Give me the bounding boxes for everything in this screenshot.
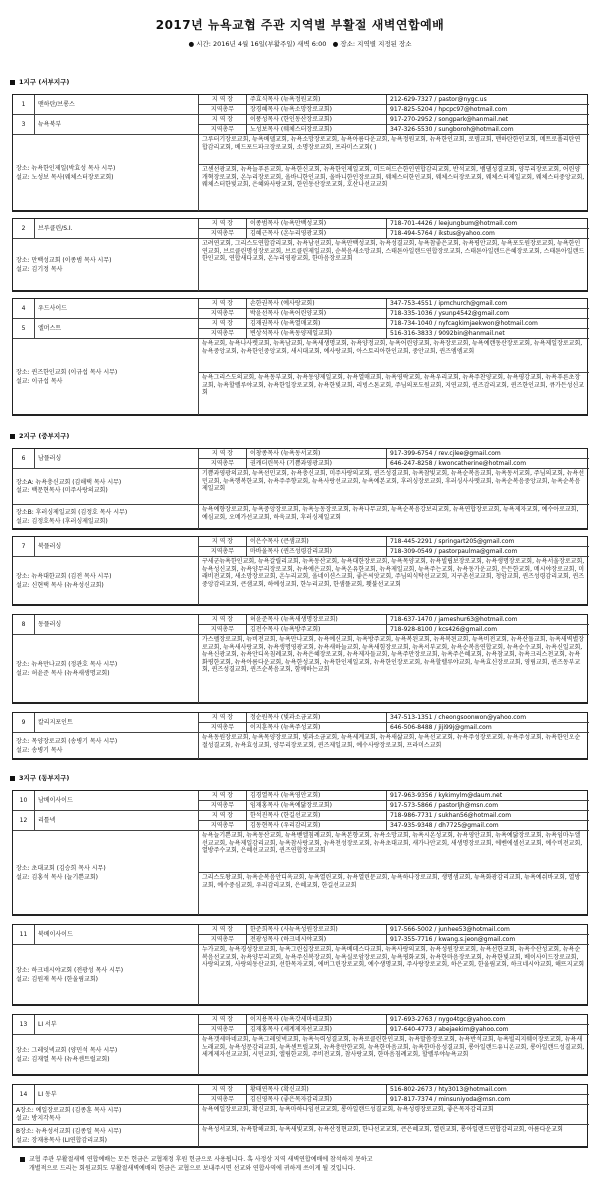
venue-text: 장소B: 후러싱제일교회 (김정호 목사 시무) [16, 509, 128, 516]
bullet-icon: ● [188, 40, 195, 48]
church-list: 그리스도왕교회, 뉴욕순복음안디옥교회, 뉴욕열린교회, 뉴욕열린문교회, 뉴욕하나장로교회, 생명샘교회, 뉴욕화광감리교회, 뉴욕예쉬바교회, 열방교회, 예수중심교회, 우리감리교회, 은혜교회, 한길선교교회 [202, 874, 581, 889]
church-list: 고려연교회, 그리스도연합감리교회, 뉴욕남선교회, 뉴욕만백성교회, 뉴욕성결교회, 뉴욕참좋은교회, 뉴욕평안교회, 뉴욕포도원장로교회, 뉴욕한인연교회, 브르클린명성장로교회, 브르클린제일교회, 순복음새소망교회, 스태튼아일랜드연합장로교회, 스태튼아일랜드은혜장로교회, 스태튼아일랜드한인교회, 연합새다교회, 온누리영광교회, 한마음장로교회 [202, 240, 585, 262]
role-label: 지 역 장 [199, 537, 247, 547]
role-label: 지역총무 [199, 309, 247, 319]
region-number: 11 [13, 925, 35, 945]
region-name: 동플러싱 [35, 615, 199, 635]
contact-info: 646-247-8258 / kwoncatherine@hotmail.com [387, 459, 589, 469]
leader-name: 김동현목사 (우리감리교회) [247, 821, 387, 831]
role-label: 지역총무 [199, 625, 247, 635]
region-block-7 [12, 536, 588, 606]
contact-info: 917-817-7374 / minsuniyoda@msn.com [387, 1095, 589, 1105]
leader-name: 박윤선목사 (뉴욕어린양교회) [247, 309, 387, 319]
contact-info: 917-963-9356 / kykimylm@daum.net [387, 791, 589, 801]
region-name: 브루클린/S.I. [35, 219, 199, 239]
role-label: 지역총무 [199, 1095, 247, 1105]
contact-info: 347-513-1351 / cheongsoonwon@yahoo.com [387, 713, 589, 723]
district-heading: 3지구 (동부지구) [10, 774, 69, 782]
contact-info: 718-734-1040 / nyfcagkimjaekwon@hotmail.com [387, 319, 589, 329]
bullet-icon: ● [332, 40, 339, 48]
role-label: 지역총무 [199, 229, 247, 239]
role-label: 지역총무 [199, 459, 247, 469]
church-list: 뉴욕교회, 뉴욕나사렛교회, 뉴욕남교회, 뉴욕새생명교회, 뉴욕양정교회, 뉴욕어린양교회, 뉴욕장로교회, 뉴욕예랜동산장로교회, 뉴욕제일장로교회, 뉴욕중앙교회, 뉴욕한인중앙교회, 새시대교회, 예사랑교회, 아스토리아한인교회, 중안교회, 퀸즈엠엠교회 [199, 339, 589, 373]
preacher-text: 설교: 김기정 목사 [16, 265, 63, 273]
footer-note [20, 1156, 580, 1173]
contact-info: 347-326-5530 / sungboroh@hotmail.com [387, 125, 589, 135]
venue-text: 장소: 그레잇넥교회 (양민석 목사 시무) [16, 1047, 118, 1054]
venue-text: 장소: 목양장로교회 (송병기 목사 시무) [16, 738, 118, 745]
region-block-1-3 [12, 94, 588, 212]
district-heading: 2지구 (중부지구) [10, 432, 69, 440]
region-name: LI 서부 [35, 1015, 199, 1035]
region-name: 리틀넥 [35, 811, 199, 831]
church-list: 뉴욕예일장로교회, 확신교회, 뉴욕마하나임선교교회, 롱아일랜드성결교회, 뉴욕성령장로교회, 좋은목자감리교회 [199, 1105, 589, 1125]
service-info [0, 40, 600, 48]
venue-text: B장소: 뉴욕성서교회 (김종일 목사 시무) [16, 1128, 122, 1135]
leader-name: 한석진목사 (한길선교교회) [247, 811, 387, 821]
region-name: 남플러싱 [35, 449, 199, 469]
preacher-text: 설교: 노성보 목사(웨체스터장로교회) [16, 173, 114, 181]
leader-name: 주효식목사 (뉴욕정원교회) [247, 95, 387, 105]
role-label: 지 역 장 [199, 115, 247, 125]
leader-name: 황태연목사 (확신교회) [247, 1085, 387, 1095]
leader-name: 김재홍목사 (세계제자선교교회) [247, 1025, 387, 1035]
venue-text: 장소A: 뉴욕충신교회 (김해택 목사 시무) [16, 478, 122, 486]
contact-info: 718-494-5764 / ikstus@yahoo.com [387, 229, 589, 239]
venue-text: 장소: 하크네시야교회 (전광성 목사 시무) [16, 967, 124, 974]
church-list: 뉴욕늘기쁜교회, 뉴욕동산교회, 뉴욕벧엘침례교회, 뉴욕본향교회, 뉴욕소망교회, 뉴욕시온성교회, 뉴욕영안교회, 뉴욕예닮장로교회, 뉴욕임마누엘선교교회, 뉴욕제일감리교회, 뉴욕참사랑교회, 뉴욕천성장로교회, 뉴욕초대교회, 새가나안교회, 새생명장로교회, 에벤에셀선교교회, 예수비전교회, 열방주수교회, 은혜선교교회, 퀸즈연합장로교회 [199, 831, 589, 873]
square-bullet-icon [20, 1157, 25, 1162]
contact-info: 718-309-0549 / pastorpaulma@gmail.com [387, 547, 589, 557]
region-name: 남베이사이드 [35, 791, 199, 811]
region-block-10-12 [12, 790, 588, 916]
role-label: 지 역 장 [199, 299, 247, 309]
venue-text: 장소: 만백성교회 (이종범 목사 시무) [16, 257, 112, 264]
venue-text: 장소: 뉴욕한인제일(박효성 목사 시무) [16, 165, 116, 172]
leader-name: 전광성목사 (하크네시야교회) [247, 935, 387, 945]
role-label: 지 역 장 [199, 791, 247, 801]
region-name: 북베이사이드 [35, 925, 199, 945]
region-name: 엘머스트 [35, 319, 199, 339]
leader-name: 이풍성목사 (한인동산장로교회) [247, 115, 387, 125]
venue-cell [13, 831, 199, 915]
preacher-text: 설교: 김정호목사 (후러싱제일교회) [16, 517, 108, 525]
contact-info: 516-802-2673 / hty3013@hotmail.com [387, 1085, 589, 1095]
region-number: 13 [13, 1015, 35, 1035]
preacher-text: 설교: 송병기 목사 [16, 746, 63, 754]
preacher-text: 설교: 백문현목사 (미주사랑의교회) [16, 487, 108, 494]
church-list: 뉴욕그리스도의교회, 뉴욕동부교회, 뉴욕동양제일교회, 뉴욕열매교회, 뉴욕영락교회, 뉴욕우리교회, 뉴욕주찬양교회, 뉴욕평강교회, 뉴욕푸른초장교회, 뉴욕할렐루야교회, 뉴욕한일장로교회, 뉴욕한빛교회, 리빙스톤교회, 주님의포도원교회, 지연교회, 퀸즈감리교회, 퀸즈한인교회, 큐가든성신교회 [202, 374, 585, 396]
church-list: 누가교회, 뉴욕경성장로교회, 뉴욕그린십장로교회, 뉴욕베데스다교회, 뉴욕사랑의교회, 뉴욕성원장로교회, 뉴욕선한교회, 뉴욕수산성교회, 뉴욕순복음선교교회, 뉴욕양무리교회, 뉴욕주신복장교회, 뉴욕실로암장로교회, 뉴욕평화교회, 뉴욕한마음장로교회, 뉴욕한빛교회, 베이사이드장로교회, 사랑의교회, 사랑의동산교회, 선한목자교회, 에버그린장로교회, 예수생명교회, 주사랑장로교회, 하은교회, 한울림교회, 하크네시야교회, 해뜨지교회 [202, 946, 585, 968]
preacher-text: 설교: 김홍석 목사 (늘기쁜교회) [16, 873, 98, 881]
leader-name: 한준희목사 (사뉴욕성원장로교회) [247, 925, 387, 935]
region-name: 맨하탄/브롱스 [35, 95, 199, 115]
leader-name: 임재홍목사 (뉴욕예닮장로교회) [247, 801, 387, 811]
region-name: 뉴욕북부 [35, 115, 199, 135]
contact-info: 718-986-7731 / sukhan56@hotmail.com [387, 811, 589, 821]
preacher-text: 설교: 김재열 목사 (뉴욕센트럴교회) [16, 1055, 110, 1063]
contact-info: 718-637-1470 / jameshur63@hotmail.com [387, 615, 589, 625]
role-label: 지 역 장 [199, 319, 247, 329]
district-heading: 1지구 (서부지구) [10, 78, 69, 86]
region-block-8 [12, 614, 588, 704]
church-list: 고센선광교회, 뉴욕늘푸른교회, 뉴욕한신교회, 뉴욕한인제일교회, 미드허드슨한인연합감리교회, 반석교회, 뱀댈성결교회, 양무리장로교회, 어린양개혁장로교회, 온누리장로교회, 올바니한인교회, 올바니한인장로교회, 웨체스터한인교회, 웨체스터장로교회, 웨체스터제일교회, 웨체스터중앙교회, 웨체스터한빛교회, 은혜와사랑교회, 한인동산장로교회, 호산나선교교회 [202, 166, 585, 188]
region-number: 8 [13, 615, 35, 635]
leader-name: 장경혜목사 (뉴욕소망장로교회) [247, 105, 387, 115]
church-list: 구세군뉴욕한인교회, 뉴욕갈릴리교회, 뉴욕동산교회, 뉴욕대한장로교회, 뉴욕목양교회, 뉴욕빌립보장로교회, 뉴욕생명장로교회, 뉴욕서울장로교회, 뉴욕성신교회, 뉴욕양무리장로교회, 뉴욕예은교회, 뉴욕온유한교회, 뉴욕제일교회, 뉴욕주는교회, 뉴욕동가운교회, 든든한교회, 메시야장로교회, 미래비전교회, 새소망장로교회, 온누리교회, 올네이션스교회, 좋은씨앗교회, 주님의식탁선교교회, 지구촌선교교회, 청암교회, 퀸즈성령감리교회, 퀸즈중앙감리교회, 큰샘교회, 하예성교회, 한누리교회, 한샘플교회, 횃불선교교회 [202, 558, 585, 588]
church-list: 기쁨과영광의교회, 뉴욕선민교회, 뉴욕충신교회, 미주사랑의교회, 퀸즈성결교회, 뉴욕참빛교회, 뉴욕순복음교회, 뉴욕동서교회, 주님의교회, 뉴욕선민교회, 뉴욕행복한교회, 뉴욕주주향교회, 뉴욕사랑선교교회, 뉴욕예본교회, 후러싱장로교회, 후러싱사사맷교회, 뉴욕순복음중앙교회, 뉴욕순복음제일교회 [199, 469, 589, 505]
role-label: 지역총무 [199, 723, 247, 733]
contact-info: 718-701-4426 / leejungbum@hotmail.com [387, 219, 589, 229]
role-label: 지역총무 [199, 801, 247, 811]
region-number: 10 [13, 791, 35, 811]
contact-info: 917-693-2763 / nygo4tgc@yahoo.com [387, 1015, 589, 1025]
leader-name: 손한권목사 (예사랑교회) [247, 299, 387, 309]
contact-info: 516-316-3833 / 9092bin@hanmail.net [387, 329, 589, 339]
role-label: 지 역 장 [199, 95, 247, 105]
region-block-4-5 [12, 298, 588, 416]
role-label: 지역총무 [199, 547, 247, 557]
role-label: 지 역 장 [199, 449, 247, 459]
role-label: 지 역 장 [199, 219, 247, 229]
venue-cell [13, 733, 199, 759]
region-block-9 [12, 712, 588, 760]
contact-info: 917-399-6754 / rev.cjlee@gmail.com [387, 449, 589, 459]
contact-info: 646-506-8488 / jiji99j@gmail.com [387, 723, 589, 733]
region-number: 2 [13, 219, 35, 239]
contact-info: 347-753-4551 / ipmchurch@gmail.com [387, 299, 589, 309]
venue-cell [13, 505, 199, 529]
role-label: 지 역 장 [199, 615, 247, 625]
venue-cell [13, 239, 199, 291]
region-number: 3 [13, 115, 35, 135]
region-number: 12 [13, 811, 35, 831]
contact-info: 917-566-5002 / junhee53@hotmail.com [387, 925, 589, 935]
leader-name: 이종범목사 (뉴욕만백성교회) [247, 219, 387, 229]
leader-name: 김전수목사 (뉴욕방주교회) [247, 625, 387, 635]
page-title: 2017년 뉴욕교협 주관 지역별 부활절 새벽연합예배 [155, 18, 445, 32]
venue-cell [13, 135, 199, 211]
church-list: 뉴욕예향장로교회, 뉴욕중앙장로교회, 뉴욕능동장로교회, 뉴욕나무교회, 뉴욕순복음강보리교회, 뉴욕연합장로교회, 뉴욕제자교회, 예수아로교회, 예심교회, 오메가선교교회, 하욱교회, 후러싱제일교회 [202, 506, 579, 521]
church-list: 가스펠장로교회, 뉴비전교회, 뉴욕만나교회, 뉴욕예신교회, 뉴욕방주교회, 뉴욕복된교회, 뉴욕복된교회, 뉴욕비전교회, 뉴욕산돌교회, 뉴욕새벽별장로교회, 뉴욕새사랑교회, 뉴욕생명영광교회, 뉴욕새하늘교회, 뉴욕새힘장로교회, 뉴욕서부교회, 뉴욕순복음연합교회, 뉴욕순수교회, 뉴욕신일교회, 뉴욕신광교회, 뉴욕안디옥침례교회, 뉴욕은혜장로교회, 뉴욕제자들교회, 뉴욕주만장로교회, 뉴욕주은혜교회, 뉴욕참교회, 뉴욕크리스천교회, 뉴욕화평한교회, 뉴욕아름다운교회, 뉴욕한성교회, 뉴욕한인제일교회, 뉴욕한인장로교회, 뉴욕할렐루야교회, 뉴욕효신장로교회, 영림교회, 퀸즈동부교회, 퀸즈성결교회, 퀸즈순복음교회, 함께하는교회 [202, 636, 585, 673]
leader-name: 김재권목사 (뉴욕열매교회) [247, 319, 387, 329]
role-label: 지 역 장 [199, 1015, 247, 1025]
leader-name: 이지훈목사 (뉴욕주성교회) [247, 723, 387, 733]
church-list: 뉴욕동원장로교회, 뉴욕목양장로교회, 빛과소금교회, 뉴욕세계교회, 뉴욕새삶교회, 뉴욕선교교회, 뉴욕주성장로교회, 뉴욕주성교회, 뉴욕한인오순절성결교회, 뉴욕효성교회, 양무리장로교회, 퀸즈제일교회, 예수사랑장로교회, 프라미스교회 [202, 734, 581, 749]
role-label: 지 역 장 [199, 1085, 247, 1095]
region-number: 9 [13, 713, 35, 733]
venue-text: 장소: 퀸즈한인교회 (이규섭 목사 시무) [16, 369, 118, 376]
role-label: 지 역 장 [199, 811, 247, 821]
role-label: 지역총무 [199, 935, 247, 945]
venue-cell [13, 1125, 199, 1147]
venue-text: A장소: 예일장로교회 (김종훈 목사 시무) [16, 1106, 122, 1114]
region-name: 칼리지포인트 [35, 713, 199, 733]
leader-name: 변상석목사 (뉴욕동양제일교회) [247, 329, 387, 339]
venue-cell [13, 1105, 199, 1125]
service-place: 장소: 지역별 지정된 장소 [340, 40, 412, 48]
region-number: 7 [13, 537, 35, 557]
square-bullet-icon [10, 434, 15, 439]
leader-name: 허윤준목사 (뉴욕새생명장로교회) [247, 615, 387, 625]
role-label: 지역총무 [199, 125, 247, 135]
church-list: 그루터기장로교회, 뉴욕베델교회, 뉴욕소망장로교회, 뉴욕아름다운교회, 뉴욕정원교회, 뉴욕한인교회, 로뎀교회, 맨하탄한인교회, 메트로폴리탄연합감리교회, 베드포드파크장로교회, 소명장로교회, 프라미스교회( ) [199, 135, 589, 165]
region-name: 우드사이드 [35, 299, 199, 319]
note-line: 개별적으로 드리는 회원교회도 부활절새벽예배의 헌금은 교협으로 보내주시면 선교와 연합사역에 귀하게 쓰이게 될 것입니다. [29, 1164, 356, 1172]
region-number: 5 [13, 319, 35, 339]
venue-cell [13, 1035, 199, 1075]
role-label: 지역총무 [199, 821, 247, 831]
venue-text: 장소: 뉴욕만나교회 (정관호 목사 시무) [16, 661, 118, 668]
preacher-text: 설교: 방지각목사 [16, 1115, 61, 1122]
venue-cell [13, 339, 199, 415]
region-block-2 [12, 218, 588, 292]
leader-name: 김신영목사 (좋은목자감리교회) [247, 1095, 387, 1105]
leader-name: 김경열목사 (뉴욕영안교회) [247, 791, 387, 801]
preacher-text: 설교: 이규섭 목사 [16, 377, 63, 385]
region-block-6 [12, 448, 588, 530]
venue-cell [13, 635, 199, 703]
preacher-text: 설교: 허윤준 목사 (뉴욕새생명교회) [16, 669, 110, 677]
preacher-text: 설교: 김원재 목사 (한울림교회) [16, 975, 98, 983]
leader-name: 이은수목사 (큰샘교회) [247, 537, 387, 547]
preacher-text: 설교: 신현택 목사 (뉴욕성신교회) [16, 581, 104, 589]
leader-name: 권캐더린목사 (기쁨과영광교회) [247, 459, 387, 469]
contact-info: 917-573-5866 / pastorljh@msn.com [387, 801, 589, 811]
region-block-11 [12, 924, 588, 1006]
square-bullet-icon [10, 776, 15, 781]
church-list: 뉴욕갯세마네교회, 뉴욕그레잇넥교회, 뉴욕늑력성결교회, 뉴욕로클린한인교회, 뉴욕말씀장로교회, 뉴욕반석교회, 뉴욕빌리지웨이장로교회, 뉴욕새노래교회, 뉴욕성문감리교회, 뉴욕센트럴교회, 뉴욕충만한교회, 뉴욕한마음교회, 뉴욕한마음성결교회, 롱아일랜드유니온교회, 롱아일랜드성결교회, 세계제자선교교회, 시민교회, 엘림한교회, 주비전교회, 참사랑교회, 한마음침례교회, 할렐루야뉴욕교회 [202, 1036, 585, 1058]
leader-name: 이지용목사 (뉴욕갓세마네교회) [247, 1015, 387, 1025]
contact-info: 718-928-8100 / kcs426@gmail.com [387, 625, 589, 635]
region-name: LI 동부 [35, 1085, 199, 1105]
contact-info: 917-825-5204 / hpcpc97@hotmail.com [387, 105, 589, 115]
role-label: 지역총무 [199, 329, 247, 339]
square-bullet-icon [10, 80, 15, 85]
contact-info: 917-640-4773 / abejaekim@yahoo.com [387, 1025, 589, 1035]
venue-cell [13, 469, 199, 505]
region-number: 4 [13, 299, 35, 319]
region-block-14 [12, 1084, 588, 1148]
region-number: 14 [13, 1085, 35, 1105]
leader-name: 노성보목사 (웨체스터장로교회) [247, 125, 387, 135]
contact-info: 917-270-2952 / songpark@hanmail.net [387, 115, 589, 125]
leader-name: 정순원목사 (빛과소금교회) [247, 713, 387, 723]
role-label: 지역총무 [199, 105, 247, 115]
contact-info: 917-355-7716 / kwang.s.jeon@gmail.com [387, 935, 589, 945]
contact-info: 718-335-1036 / ysunp4542@gmail.com [387, 309, 589, 319]
leader-name: 김혜근목사 (온누리영광교회) [247, 229, 387, 239]
note-line: 교협 주관 부활절새벽 연합예배는 모든 헌금은 교협재정 후원 헌금으로 사용됩니다. 혹 사정상 지역 새벽연합예배에 참석하지 못하고 [29, 1156, 373, 1163]
region-name: 북플러싱 [35, 537, 199, 557]
leader-name: 마바울목사 (퀸즈성령감리교회) [247, 547, 387, 557]
region-number: 6 [13, 449, 35, 469]
venue-cell [13, 557, 199, 605]
venue-text: 장소: 초대교회 (김승희 목사 시무) [16, 865, 106, 872]
region-number: 1 [13, 95, 35, 115]
service-time: 시간: 2016년 4월 16일(부활주일) 새벽 6:00 [196, 40, 327, 48]
preacher-text: 설교: 장재용목사 (LI연합감리교회) [16, 1136, 107, 1144]
church-list: 뉴욕성서교회, 뉴욕함해교회, 뉴욕새빛교회, 뉴욕산정현교회, 한나선교교회, 큰은혜교회, 열린교회, 롱아일랜드연합감리교회, 아름다운교회 [202, 1126, 563, 1133]
contact-info: 212-629-7327 / pastor@nygc.us [387, 95, 589, 105]
role-label: 지 역 장 [199, 925, 247, 935]
venue-text: 장소: 뉴욕대한교회 (김전 목사 시무) [16, 573, 112, 580]
role-label: 지 역 장 [199, 713, 247, 723]
contact-info: 347-935-9348 / dh7725@gmail.com [387, 821, 589, 831]
leader-name: 이창종목사 (뉴욕동서교회) [247, 449, 387, 459]
contact-info: 718-445-2291 / springart205@gmail.com [387, 537, 589, 547]
region-block-13 [12, 1014, 588, 1076]
role-label: 지역총무 [199, 1025, 247, 1035]
venue-cell [13, 945, 199, 1005]
